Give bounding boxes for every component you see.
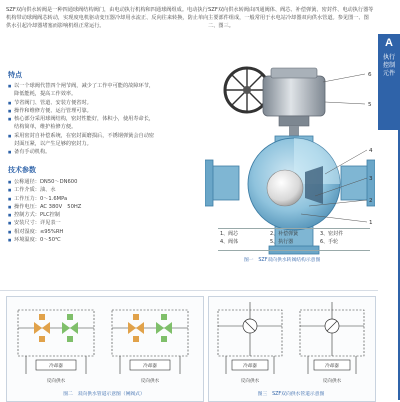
param-item: ■ 安装尺寸：详见表一 [8,219,148,227]
legend-rule-bottom [218,250,370,251]
legend-item: 6、手轮 [320,239,339,245]
feature-item: ■ 采用密封自补偿系统，在密封面磨损后，不锈钢弹簧会自动密封面压紧，以产生足够的密封力。 [8,132,158,149]
params-list [8,178,148,244]
figure2-caption: 图二 双向供水管道示意图（闸阀式） [63,392,145,397]
callout-label: 5 [368,102,372,108]
valve-parts-legend [220,230,370,246]
callout-label: 2 [369,198,373,204]
feature-item: ■ 备有手动机构。 [8,148,158,156]
figure3-diagram [208,296,374,400]
param-item: ■ 工作介质：油、水 [8,186,148,194]
callout-label: 4 [369,148,373,154]
legend-item: 4、阀体 [220,239,239,245]
param-item: ■ 公称通径：DN50～DN600 [8,178,148,186]
side-tab-label: 执行控制元件 [382,54,396,77]
intro-paragraph-left: SZF双向供水转阀是一种四通球阀结构阀门，由电动执行机构和四通球阀组成。电动执行机构带动球阀阀芯转动，实现度电机驱动变压器冷却用水流正、反向往来转换，防止单向供水引起冷却器堵塞而影响机组正常运行。 [6,7,209,30]
features-heading: 特点 [8,72,22,79]
intro-paragraph-right: SZF双向供水转阀由四通阀体、阀芯、补偿弹簧、密封件、电动执行器等主要部件组成，一般常用于水电站冷却器双向供水管道。参见图一、图二、图三。 [208,7,374,30]
param-item: ■ 环境温度：0～50℃ [8,236,148,244]
cooler-label: 冷却器 [243,364,257,369]
section-divider [0,290,378,291]
figure2-diagram [6,296,202,400]
side-tab-letter: A [385,37,393,49]
params-heading: 技术参数 [8,167,36,174]
cooler-label: 冷却器 [325,364,339,369]
legend-item: 1、阀芯 [220,231,239,237]
param-item: ■ 控制方式：PLC控制 [8,211,148,219]
actuator-icon [263,68,325,138]
flow-label: 反向供水 [140,379,160,384]
callout-label: 6 [368,72,372,78]
callout-label: 3 [369,176,373,182]
legend-item: 3、密封件 [320,231,344,237]
legend-item: 5、执行器 [270,239,294,245]
feature-item: ■ 操作和维修方便、运行管理可靠。 [8,107,158,115]
flow-label: 反向供水 [240,379,260,384]
param-item: ■ 操作电压：AC 380V 50HZ [8,203,148,211]
ball-core-icon [267,170,303,206]
flow-label: 反向供水 [322,379,342,384]
handwheel-icon [225,68,269,112]
param-item: ■ 相对湿度：≤95%RH [8,228,148,236]
feature-item: ■ 节省阀门、管道、安装方便省时。 [8,99,158,107]
cooler-label: 冷却器 [49,364,63,369]
figure3-caption: 图三 SZF双向供水管道示意图 [257,392,325,397]
legend-item: 2、补偿弹簧 [270,231,299,237]
cooler-label: 冷却器 [143,364,157,369]
section-side-tab[interactable] [378,34,400,130]
feature-item: ■ 核心部分采用球阀结构，密封性能好，体积小，使用寿命长，结构简单，维护检修方便。 [8,115,158,132]
flow-label: 反向供水 [46,379,66,384]
features-list [8,82,158,157]
figure1-caption: 图一 SZF双向供水转阀结构示意图 [244,258,321,263]
legend-rule-top [218,228,370,229]
feature-item: ■ 以一个球阀代替四个闸节阀，减少了工作中可能的故障环节，降低能耗，提高工作效率。 [8,82,158,99]
callout-label: 1 [369,220,373,226]
param-item: ■ 工作压力：0～1.6MPa [8,195,148,203]
